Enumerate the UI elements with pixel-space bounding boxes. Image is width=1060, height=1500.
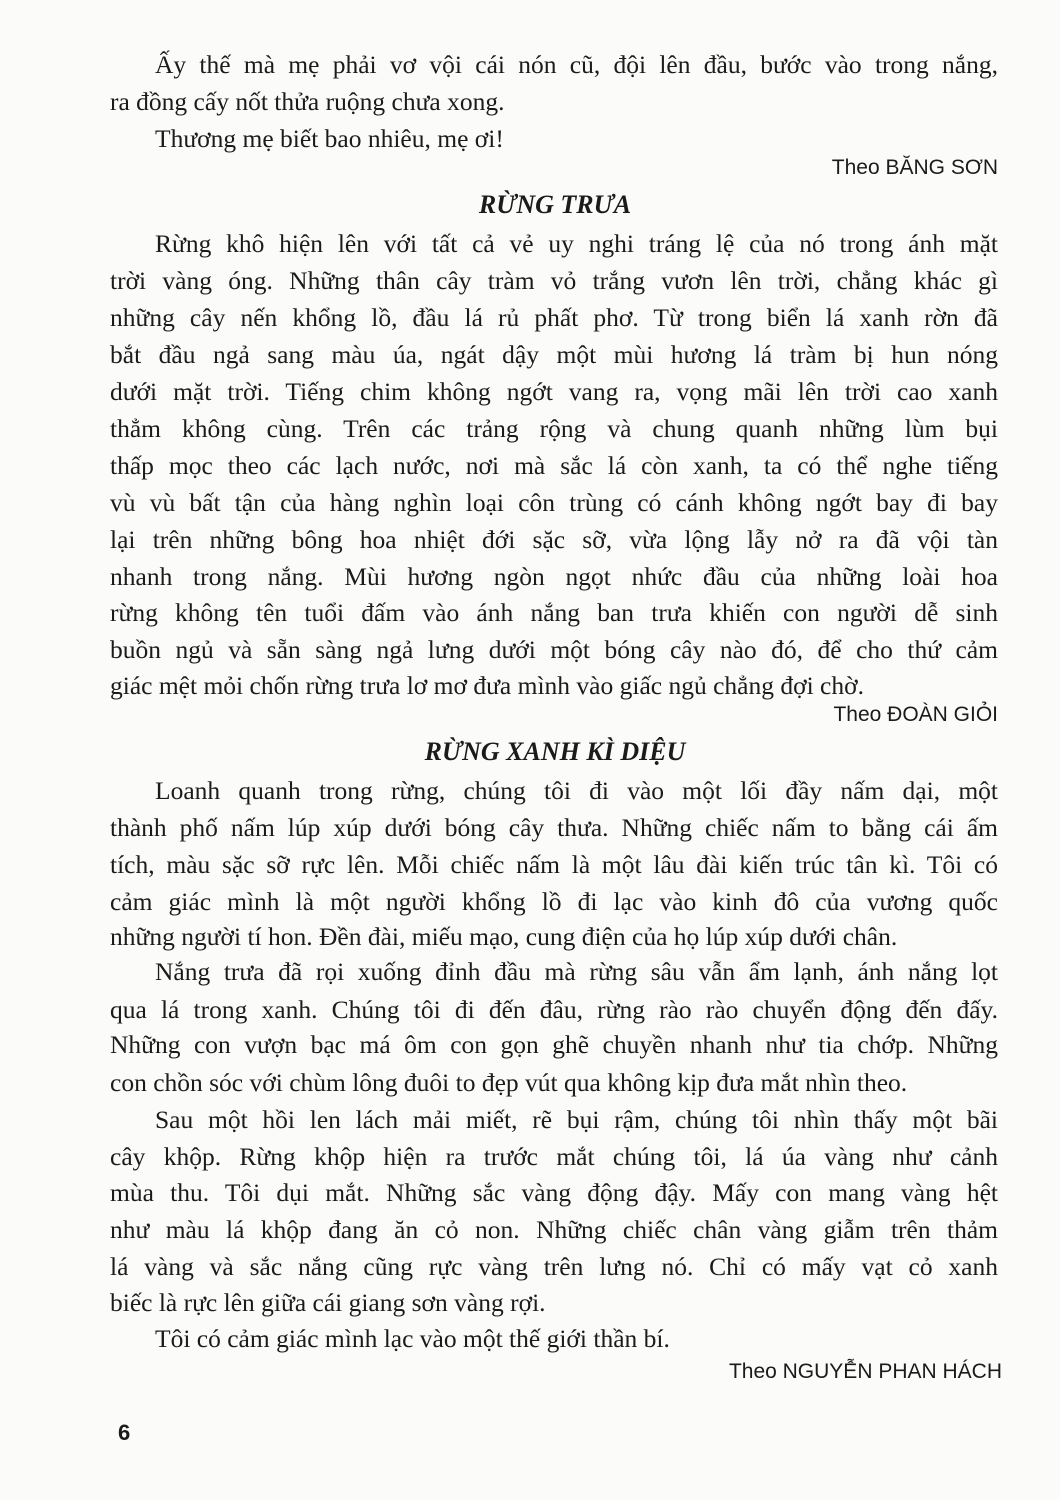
section-title: RỪNG TRƯA — [478, 190, 632, 219]
text-line: buồn ngủ và sẵn sàng ngả lưng dưới một bóng cây nào đó, để cho thứ cảm — [110, 635, 998, 664]
text-line: bắt đầu ngả sang màu úa, ngát dậy một mùi hương lá tràm bị hun nóng — [110, 340, 998, 369]
text-line: lại trên những bông hoa nhiệt đới sặc sỡ, vừa lộng lẫy nở ra đã vội tàn — [110, 525, 998, 554]
text-line: vù vù bất tận của hàng nghìn loại côn trùng có cánh không ngớt bay đi bay — [110, 488, 998, 517]
text-line: Loanh quanh trong rừng, chúng tôi đi vào một lối đầy nấm dại, một — [155, 776, 998, 805]
page-number: 6 — [118, 1420, 131, 1445]
text-line: biếc là rực lên giữa cái giang sơn vàng rợi. — [110, 1288, 546, 1317]
text-line: cây khộp. Rừng khộp hiện ra trước mắt chúng tôi, lá úa vàng như cảnh — [110, 1142, 998, 1171]
source-attribution: Theo BĂNG SƠN — [831, 156, 998, 179]
text-line: Nắng trưa đã rọi xuống đỉnh đầu mà rừng sâu vẫn ẩm lạnh, ánh nắng lọt — [155, 957, 998, 986]
text-line: thẳm không cùng. Trên các trảng rộng và chung quanh những lùm bụi — [110, 414, 998, 443]
section-title: RỪNG XANH KÌ DIỆU — [424, 737, 686, 766]
text-line: thành phố nấm lúp xúp dưới bóng cây thưa. Những chiếc nấm to bằng cái ấm — [110, 813, 998, 842]
text-line: con chồn sóc với chùm lông đuôi to đẹp vút qua không kịp đưa mắt nhìn theo. — [110, 1068, 908, 1097]
text-line: tích, màu sặc sỡ rực lên. Mỗi chiếc nấm là một lâu đài kiến trúc tân kì. Tôi có — [110, 850, 998, 879]
text-line: Rừng khô hiện lên với tất cả vẻ uy nghi tráng lệ của nó trong ánh mặt — [155, 229, 998, 258]
text-line: dưới mặt trời. Tiếng chim không ngớt vang ra, vọng mãi lên trời cao xanh — [110, 377, 998, 406]
text-line: mùa thu. Tôi dụi mắt. Những sắc vàng động đậy. Mấy con mang vàng hệt — [110, 1178, 998, 1207]
text-line: Sau một hồi len lách mải miết, rẽ bụi rậm, chúng tôi nhìn thấy một bãi — [155, 1105, 998, 1134]
text-line: như màu lá khộp đang ăn cỏ non. Những chiếc chân vàng giẫm trên thảm — [110, 1215, 998, 1244]
text-line: trời vàng óng. Những thân cây tràm vỏ trắng vươn lên trời, chẳng khác gì — [110, 266, 998, 295]
text-line: thấp mọc theo các lạch nước, nơi mà sắc lá còn xanh, ta có thể nghe tiếng — [110, 451, 998, 480]
text-line: ra đồng cấy nốt thửa ruộng chưa xong. — [110, 87, 505, 116]
text-line: những cây nến khổng lồ, đầu lá rủ phất phơ. Từ trong biển lá xanh rờn đã — [110, 303, 998, 332]
text-line: qua lá trong xanh. Chúng tôi đi đến đâu, rừng rào rào chuyển động đến đấy. — [110, 995, 998, 1024]
text-line: rừng không tên tuổi đấm vào ánh nắng ban trưa khiến con người dễ sinh — [110, 598, 998, 627]
text-line: Ấy thế mà mẹ phải vơ vội cái nón cũ, đội lên đầu, bước vào trong nắng, — [155, 50, 998, 79]
text-line: lá vàng và sắc nắng cũng rực vàng trên lưng nó. Chỉ có mấy vạt cỏ xanh — [110, 1252, 998, 1281]
text-line: giác mệt mỏi chốn rừng trưa lơ mơ đưa mình vào giấc ngủ chẳng đợi chờ. — [110, 671, 864, 700]
text-line: Thương mẹ biết bao nhiêu, mẹ ơi! — [155, 124, 504, 153]
text-line: cảm giác mình là một người khổng lồ đi lạc vào kinh đô của vương quốc — [110, 887, 998, 916]
source-attribution: Theo NGUYỄN PHAN HÁCH — [728, 1360, 1002, 1383]
text-line: nhanh trong nắng. Mùi hương ngòn ngọt nhức đầu của những loài hoa — [110, 562, 998, 591]
text-line: Những con vượn bạc má ôm con gọn ghẽ chuyền nhanh như tia chớp. Những — [110, 1030, 998, 1059]
source-attribution: Theo ĐOÀN GIỎI — [833, 703, 998, 726]
text-line: những người tí hon. Đền đài, miếu mạo, cung điện của họ lúp xúp dưới chân. — [110, 922, 898, 951]
text-line: Tôi có cảm giác mình lạc vào một thế giới thần bí. — [155, 1324, 670, 1353]
